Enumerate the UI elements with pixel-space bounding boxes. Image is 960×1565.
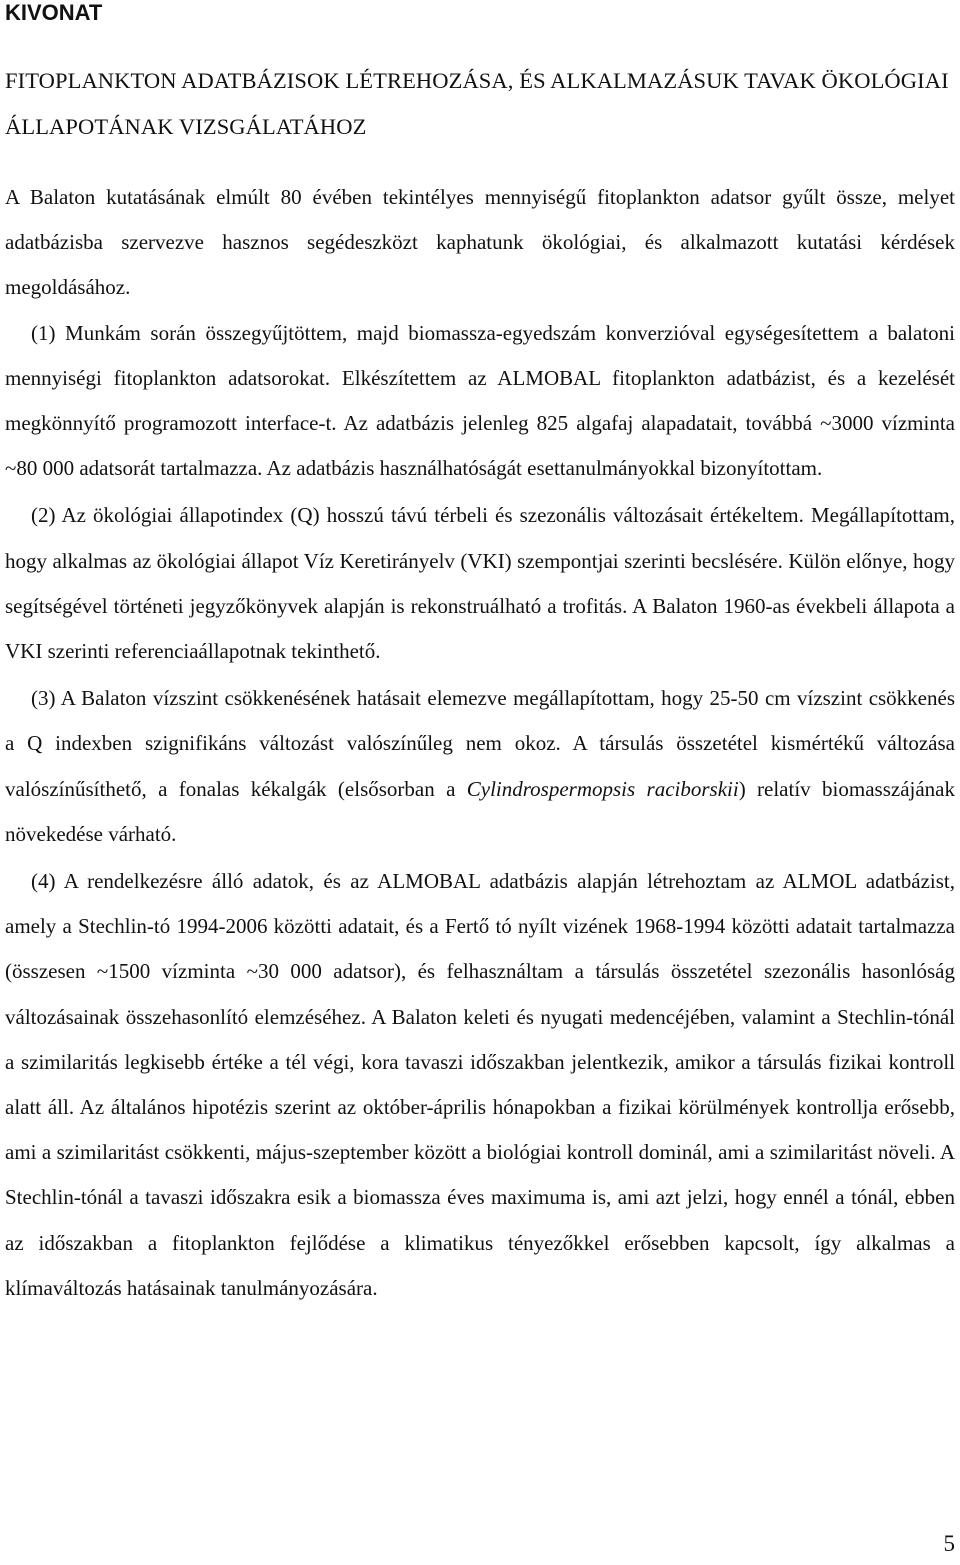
paragraph-3 (5, 676, 955, 857)
paragraph-1 (5, 311, 955, 492)
paragraph-2 (5, 493, 955, 674)
species-name: Cylindrospermopsis raciborskii (466, 776, 739, 801)
page-number: 5 (943, 1531, 955, 1556)
paragraph-3-text-end: ) relatív biomasszájának növekedése várható. (5, 776, 955, 846)
abstract-body (5, 175, 955, 1311)
paragraph-3-text-start: (3) A Balaton vízszint csökkenésének hatásait elemezve megállapítottam, hogy 25-50 cm vízszint csökkenés a Q indexben szignifikáns változást valószínűleg nem okoz. A társulás összetétel kismértékű változása valószínűsíthető, a fonalas kékalgák (elsősorban a (5, 686, 955, 801)
section-heading: KIVONAT (5, 0, 103, 25)
document-title: FITOPLANKTON ADATBÁZISOK LÉTREHOZÁSA, ÉS ALKALMAZÁSUK TAVAK ÖKOLÓGIAI ÁLLAPOTÁNAK VIZSGÁLATÁHOZ (5, 68, 949, 139)
paragraph-intro: A Balaton kutatásának elmúlt 80 évében tekintélyes mennyiségű fitoplankton adatsor gyűlt össze, melyet adatbázisba szervezve hasznos segédeszközt kaphatunk ökológiai, és alkalmazott kutatási kérdések megoldásához. (5, 185, 955, 300)
paragraph-4 (5, 859, 955, 1311)
paragraph-4-text: (4) A rendelkezésre álló adatok, és az ALMOBAL adatbázis alapján létrehoztam az ALMOL adatbázist, amely a Stechlin-tó 1994-2006 közötti adatait, és a Fertő tó nyílt vizének 1968-1994 közötti adatait tartalmazza (összesen ~1500 vízminta ~30 000 adatsor), és felhasználtam a társulás összetétel szezonális hasonlóság változásainak összehasonlító elemzéséhez. A Balaton keleti és nyugati medencéjében, valamint a Stechlin-tónál a szimilaritás legkisebb értéke a tél végi, kora tavaszi időszakban jelentkezik, amikor a társulás fizikai kontroll alatt áll. Az általános hipotézis szerint az október-április hónapokban a fizikai körülmények kontrollja erősebb, ami a szimilaritást csökkenti, május-szeptember között a biológiai kontroll dominál, ami a szimilaritást növeli. A Stechlin-tónál a tavaszi időszakra esik a biomassza éves maximuma is, ami azt jelzi, hogy ennél a tónál, ebben az időszakban a fitoplankton fejlődése a klimatikus tényezőkkel erősebben kapcsolt, így alkalmas a klímaváltozás hatásainak tanulmányozására. (5, 869, 955, 1300)
paragraph-2-text: (2) Az ökológiai állapotindex (Q) hosszú távú térbeli és szezonális változásait értékeltem. Megállapítottam, hogy alkalmas az ökológiai állapot Víz Keretirányelv (VKI) szempontjai szerinti becslésére. Külön előnye, hogy segítségével történeti jegyzőkönyvek alapján is rekonstruálható a trofitás. A Balaton 1960-as évekbeli állapota a VKI szerinti referenciaállapotnak tekinthető. (5, 503, 955, 664)
paragraph-1-text: (1) Munkám során összegyűjtöttem, majd biomassza-egyedszám konverzióval egységesítettem a balatoni mennyiségi fitoplankton adatsorokat. Elkészítettem az ALMOBAL fitoplankton adatbázist, és a kezelését megkönnyítő programozott interface-t. Az adatbázis jelenleg 825 algafaj alapadatait, továbbá ~3000 vízminta ~80 000 adatsorát tartalmazza. Az adatbázis használhatóságát esettanulmányokkal bizonyítottam. (5, 320, 955, 481)
